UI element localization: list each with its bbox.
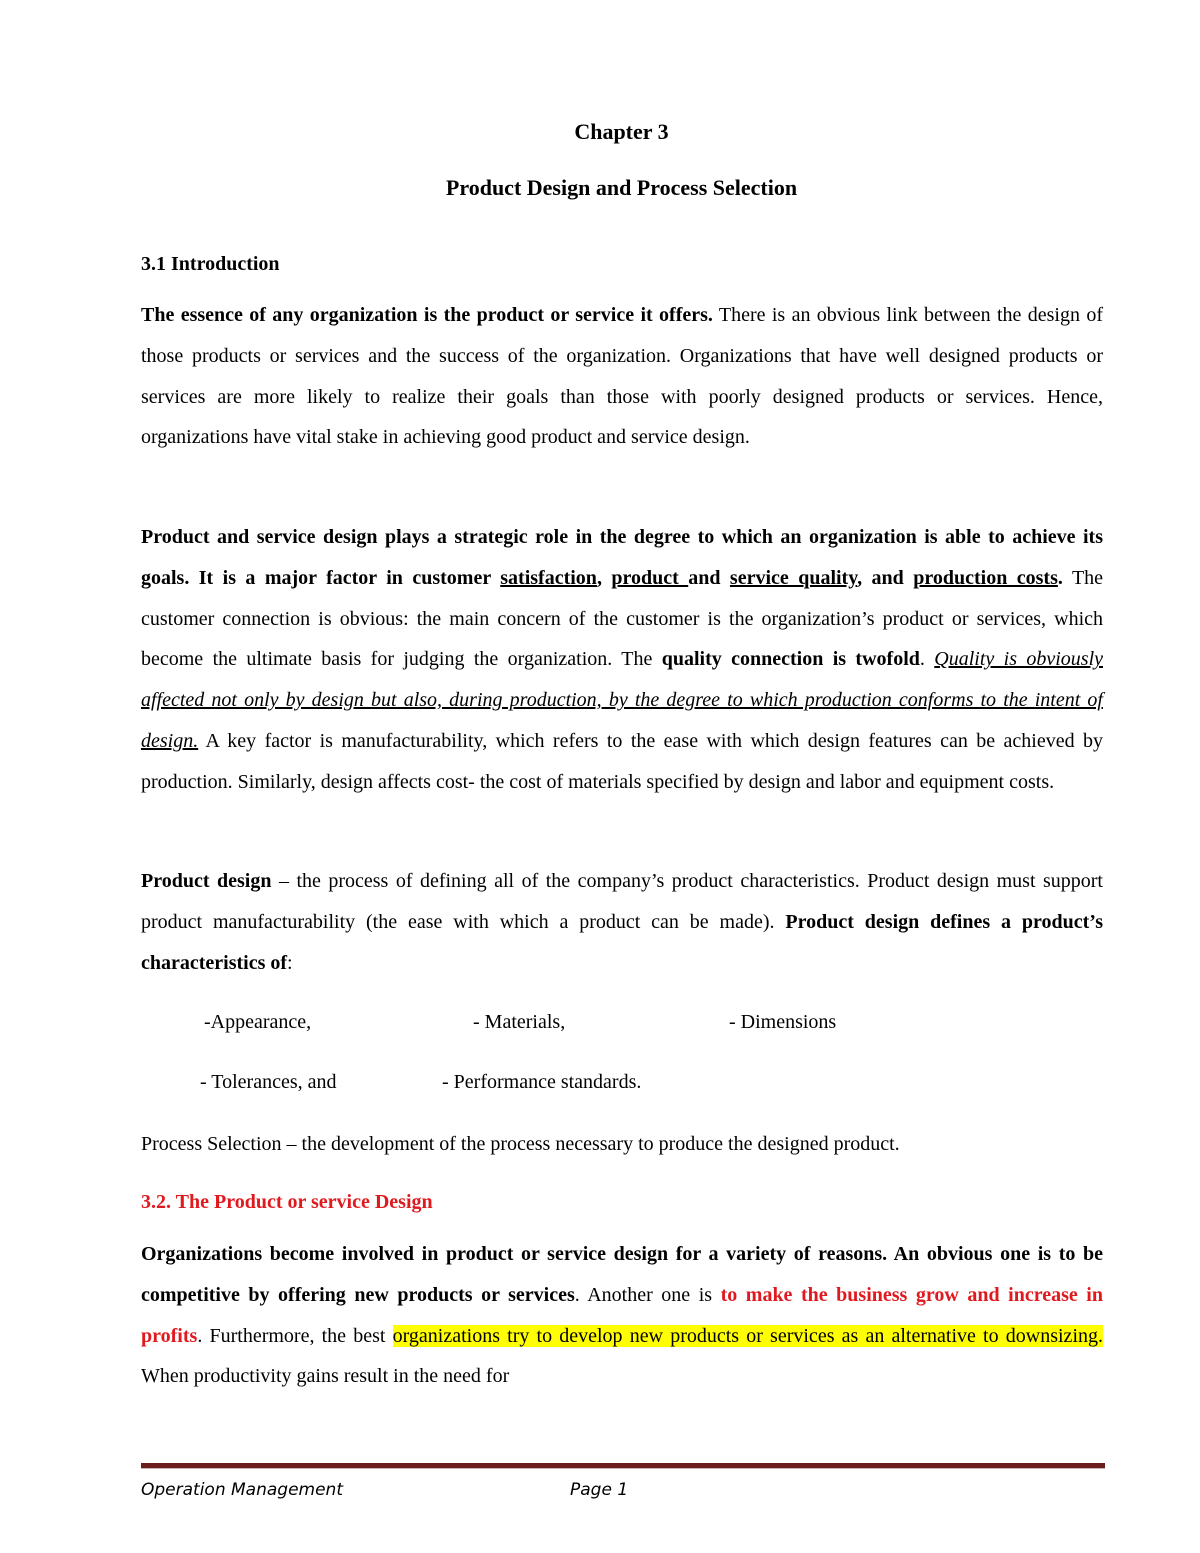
- highlighted-text: organizations try to develop new products or services as an alternative to downsizing.: [392, 1324, 1103, 1347]
- chapter-label: Chapter 3: [574, 119, 669, 144]
- underlined-term: product: [611, 566, 689, 589]
- paragraph-text: The customer connection is obvious: the main concern of the customer is the organization’s product or services, which become the ultimate basis for judging the organization. The: [141, 566, 1104, 671]
- footer-divider: [141, 1463, 1105, 1469]
- paragraph-text: – the process of defining all of the company’s product characteristics. Product design must support product manufacturability (the ease with which a product can be made).: [141, 870, 1103, 933]
- list-item: - Dimensions: [729, 1011, 837, 1033]
- italic-underlined-quote: Quality is obviously affected not only by design but also, during production, by the degree to which production conforms to the intent of design.: [141, 648, 1103, 752]
- section-heading-product-service-design: 3.2. The Product or service Design: [141, 1191, 433, 1213]
- bold-text: quality connection is twofold: [661, 648, 920, 671]
- paragraph-product-design: [141, 861, 1103, 983]
- page-title: Product Design and Process Selection: [445, 175, 798, 200]
- footer-course-name: Operation Management: [141, 1480, 343, 1500]
- underlined-term: satisfaction: [500, 566, 597, 589]
- paragraph-organizations-involved: [141, 1234, 1103, 1397]
- bold-text: Product design defines a product’s characteristics of: [141, 910, 1103, 974]
- paragraph-text: . Another one is: [574, 1283, 721, 1306]
- list-item: - Materials,: [473, 1011, 566, 1033]
- paragraph-text: A key factor is manufacturability, which refers to the ease with which design features can be achieved by production. Similarly, design affects cost- the cost of materials specified by design and labor and equipment costs.: [141, 729, 1103, 793]
- bold-text: ,: [596, 566, 612, 589]
- red-bold-text: to make the business grow and increase in profits: [141, 1283, 1103, 1347]
- section-heading-introduction: 3.1 Introduction: [141, 253, 280, 275]
- paragraph-process-selection: Process Selection – the development of the process necessary to produce the designed product.: [141, 1133, 900, 1155]
- paragraph-text: When productivity gains result in the need for: [141, 1365, 510, 1388]
- bold-term: Product design: [141, 870, 272, 892]
- list-item: -Appearance,: [204, 1011, 312, 1033]
- bold-text: .: [1057, 566, 1063, 589]
- bold-text: and: [688, 566, 730, 589]
- paragraph-text: .: [919, 648, 935, 671]
- paragraph-essence: [141, 295, 1103, 458]
- underlined-term: production costs: [913, 566, 1058, 589]
- list-item: - Performance standards.: [442, 1071, 642, 1093]
- list-item: - Tolerances, and: [200, 1071, 337, 1093]
- paragraph-text: :: [287, 951, 293, 974]
- bold-text: Organizations become involved in product or service design for a variety of reasons. An obvious one is to be competitive by offering new products or services: [141, 1243, 1103, 1306]
- underlined-term: service quality: [729, 566, 858, 589]
- paragraph-lead-bold: The essence of any organization is the product or service it offers.: [141, 304, 713, 326]
- paragraph-strategic-role: [141, 517, 1103, 803]
- bold-text: Product and service design plays a strategic role in the degree to which an organization is able to achieve its goals. It is a major factor in customer: [141, 526, 1103, 589]
- paragraph-text: There is an obvious link between the design of those products or services and the success of the organization. Organizations that have well designed products or services are more likely to realize their goals than those with poorly designed products or services. Hence, organizations have vital stake in achieving good product and service design.: [141, 304, 1103, 449]
- footer-page-number: Page 1: [570, 1480, 629, 1500]
- bold-text: , and: [857, 566, 914, 589]
- paragraph-text: . Furthermore, the best: [197, 1324, 393, 1347]
